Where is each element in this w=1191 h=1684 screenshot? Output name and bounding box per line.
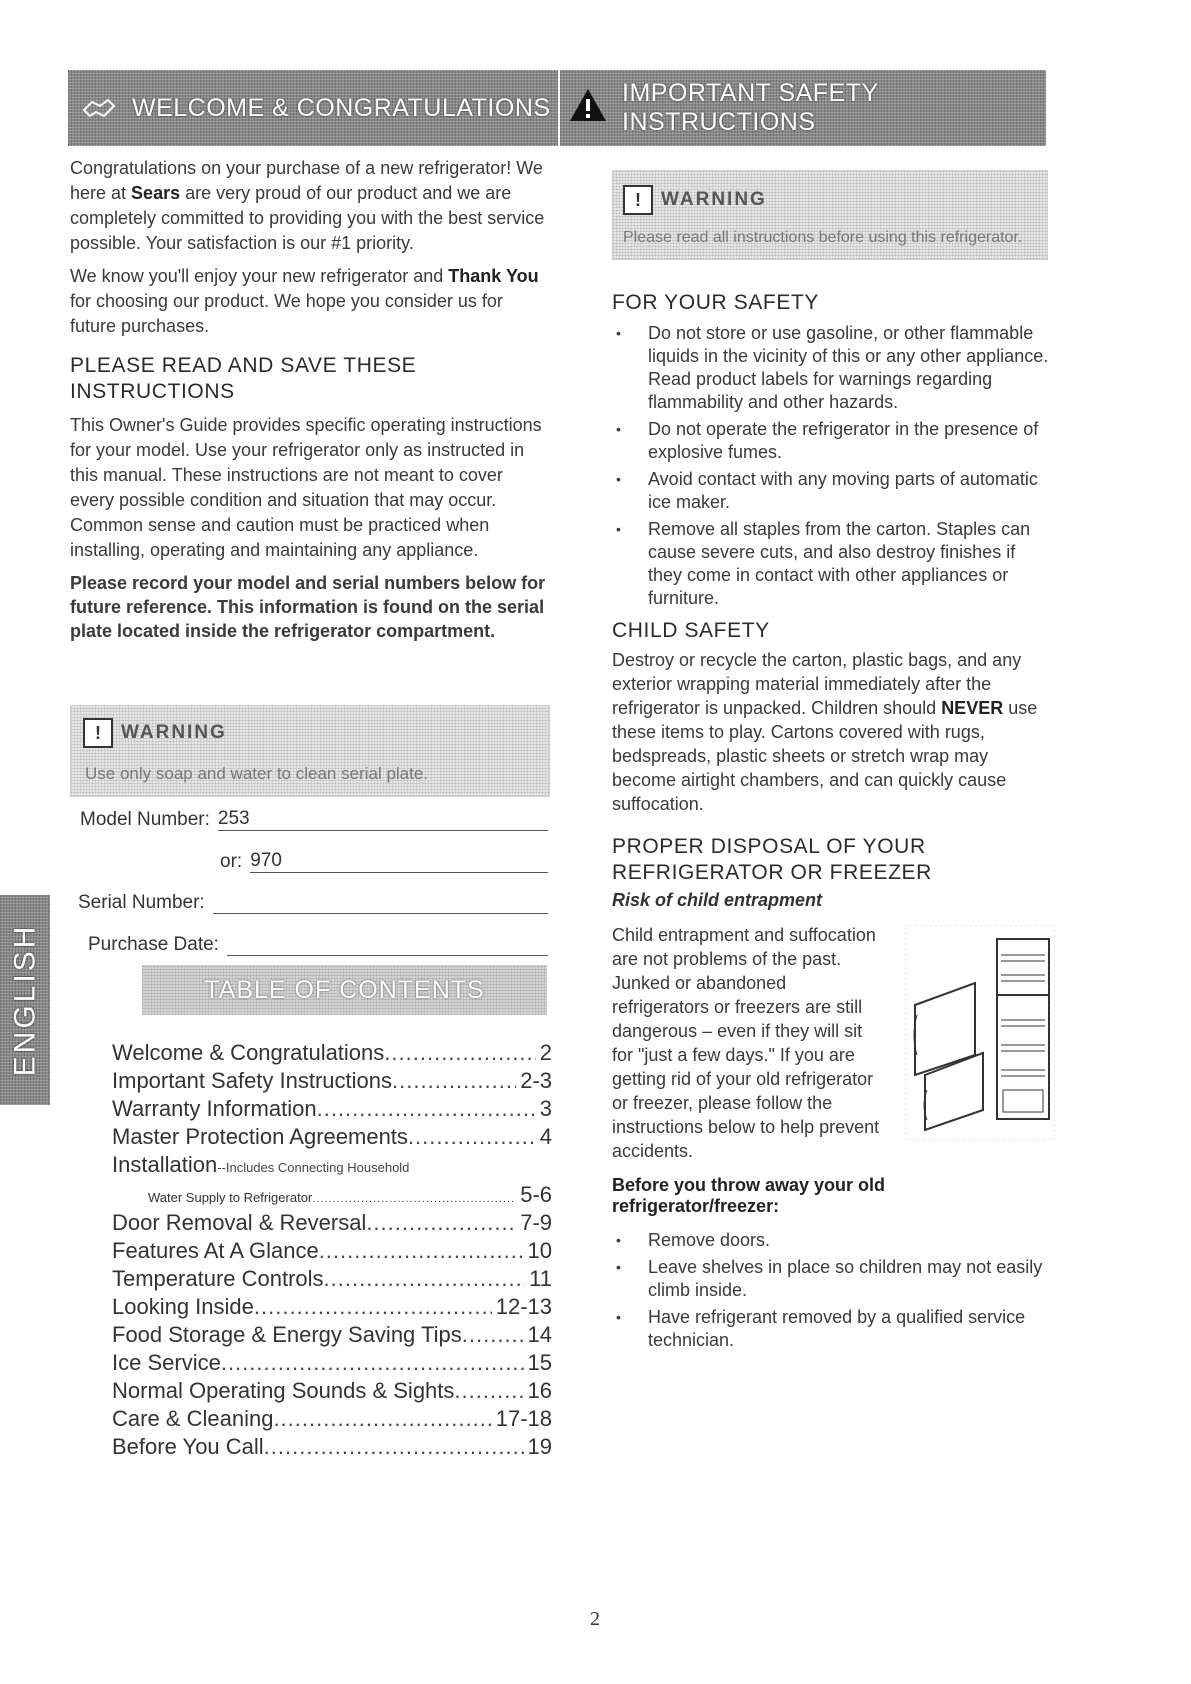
serial-number-field[interactable] [213, 895, 548, 914]
before-throw-heading: Before you throw away your old refrigerator/freezer: [612, 1175, 886, 1216]
toc-item[interactable]: Ice Service ..... 15 [112, 1350, 552, 1376]
save-instructions-body: This Owner's Guide provides specific operating instructions for your model. Use your refrigerator only as instructed in this manual. These instructions are not meant to cover every possible condition and situation that may occur. Common sense and caution must be practiced when installing, operating and maintaining any appliance. [70, 415, 542, 560]
serial-number-label: Serial Number: [78, 892, 205, 913]
for-your-safety-list [612, 322, 1052, 610]
welcome-banner [68, 70, 558, 146]
warning-triangle-icon [568, 87, 608, 130]
disposal-subheading: Risk of child entrapment [612, 890, 823, 910]
warning-title: WARNING [661, 189, 767, 210]
language-label: ENGLISH [8, 923, 41, 1077]
list-item: • Leave shelves in place so children may not easily climb inside. [612, 1256, 1052, 1302]
welcome-paragraph-2: We know you'll enjoy your new refrigerator and Thank You for choosing our product. We hope you consider us for future purchases. [70, 266, 539, 336]
list-item: • Do not store or use gasoline, or other flammable liquids in the vicinity of this or any other appliance. Read product labels for warnings regarding flammability and other hazards. [612, 322, 1052, 414]
toc-item[interactable]: Welcome & Congratulations ..... 2 [112, 1040, 552, 1066]
list-item: • Do not operate the refrigerator in the presence of explosive fumes. [612, 418, 1052, 464]
list-item: • Remove doors. [612, 1229, 1052, 1252]
toc-item[interactable]: Water Supply to Refrigerator ..... 5-6 [148, 1182, 552, 1208]
warning-icon: ! [83, 718, 113, 748]
record-note: Please record your model and serial numbers below for future reference. This information is found on the serial plate located inside the refrigerator compartment. [70, 573, 546, 641]
list-item: • Avoid contact with any moving parts of automatic ice maker. [612, 468, 1052, 514]
toc-item[interactable]: Care & Cleaning ..... 17-18 [112, 1406, 552, 1432]
instructions-warning [612, 170, 1048, 260]
warning-title: WARNING [121, 722, 227, 743]
child-safety-heading: CHILD SAFETY [612, 619, 770, 642]
alt-model-field[interactable]: 970 [250, 850, 548, 873]
serial-plate-warning [70, 705, 550, 797]
alt-model-label: or: [220, 851, 243, 872]
page-number: 2 [590, 1608, 600, 1630]
warning-text: Please read all instructions before using this refrigerator. [623, 229, 1023, 246]
model-number-label: Model Number: [80, 809, 210, 830]
save-instructions-heading: PLEASE READ AND SAVE THESE INSTRUCTIONS [70, 354, 417, 403]
for-your-safety-heading: FOR YOUR SAFETY [612, 291, 819, 314]
warning-text: Use only soap and water to clean serial plate. [85, 764, 429, 783]
toc-item[interactable]: Features At A Glance ..... 10 [112, 1238, 552, 1264]
toc-item[interactable]: Warranty Information ..... 3 [112, 1096, 552, 1122]
welcome-title: WELCOME & CONGRATULATIONS [132, 93, 551, 122]
toc-banner [142, 965, 547, 1015]
disposal-heading: PROPER DISPOSAL OF YOUR REFRIGERATOR OR FREEZER [612, 835, 932, 884]
toc-item[interactable]: Installation --Includes Connecting Household [112, 1152, 410, 1177]
welcome-paragraph-1: Congratulations on your purchase of a new refrigerator! We here at Sears are very proud of our product and we are completely committed to providing you with the best service possible. Your satisfaction is our #1 priority. [70, 158, 545, 253]
handshake-icon [82, 96, 116, 120]
toc-list [112, 1040, 552, 1460]
list-item: • Remove all staples from the carton. Staples can cause severe cuts, and also destroy finishes if they come in contact with other appliances or furniture. [612, 518, 1052, 610]
purchase-date-field[interactable] [227, 937, 548, 956]
list-item: • Have refrigerant removed by a qualified service technician. [612, 1306, 1052, 1352]
disposal-list [612, 1229, 1052, 1352]
disposal-body: Child entrapment and suffocation are not problems of the past. Junked or abandoned refrigerators or freezers are still dangerous – even if they will sit for "just a few days." If you are getting rid of your old refrigerator or freezer, please follow the instructions below to help prevent accidents. [612, 925, 880, 1161]
toc-item[interactable]: Food Storage & Energy Saving Tips ..... 14 [112, 1322, 552, 1348]
purchase-date-label: Purchase Date: [88, 934, 219, 955]
refrigerator-illustration [905, 925, 1055, 1140]
toc-item[interactable]: Master Protection Agreements ..... 4 [112, 1124, 552, 1150]
toc-item[interactable]: Important Safety Instructions ..... 2-3 [112, 1068, 552, 1094]
toc-item[interactable]: Temperature Controls ..... 11 [112, 1266, 552, 1292]
toc-item[interactable]: Normal Operating Sounds & Sights ..... 16 [112, 1378, 552, 1404]
child-safety-body: Destroy or recycle the carton, plastic bags, and any exterior wrapping material immediately after the refrigerator is unpacked. Children should NEVER use these items to play. Cartons covered with rugs, bedspreads, plastic sheets or stretch wrap may become airtight chambers, and can quickly cause suffocation. [612, 650, 1038, 814]
toc-item[interactable]: Looking Inside ..... 12-13 [112, 1294, 552, 1320]
safety-banner [560, 70, 1046, 146]
language-side-tab [0, 895, 50, 1105]
left-column [70, 156, 550, 643]
toc-item[interactable]: Before You Call ..... 19 [112, 1434, 552, 1460]
model-number-field[interactable]: 253 [218, 808, 548, 831]
toc-item[interactable]: Door Removal & Reversal ..... 7-9 [112, 1210, 552, 1236]
right-column [612, 290, 1052, 1356]
safety-title: IMPORTANT SAFETY INSTRUCTIONS [622, 79, 879, 136]
warning-icon: ! [623, 185, 653, 215]
toc-title: TABLE OF CONTENTS [204, 975, 485, 1004]
